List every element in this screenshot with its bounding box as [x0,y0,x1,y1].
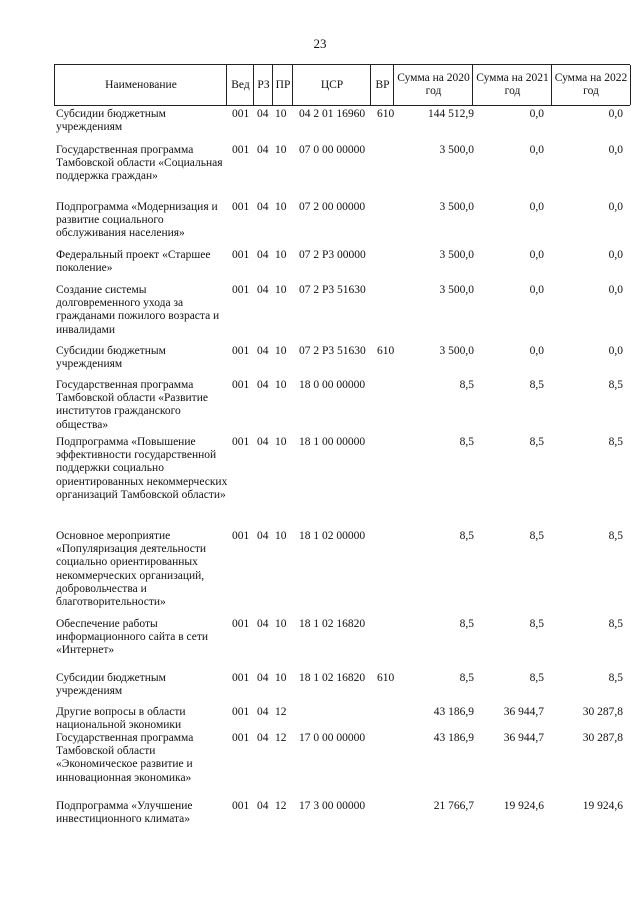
row-sum-2020: 8,5 [459,379,474,391]
row-rz: 04 [257,144,269,156]
row-rz: 04 [257,284,269,296]
row-sum-2021: 0,0 [529,144,544,156]
row-name: Подпрограмма «Повышение эффективности государственной поддержки социально ориентированных некоммерческих организаций Тамбовской области» [56,436,228,501]
row-sum-2022: 19 924,6 [582,800,623,812]
row-pr: 10 [275,345,287,357]
header-sum-2021: Сумма на 2021 год [472,65,552,105]
row-name: Подпрограмма «Модернизация и развитие социального обслуживания населения» [56,201,218,240]
row-pr: 10 [275,436,287,448]
row-vr: 610 [377,345,395,357]
row-name: Государственная программа Тамбовской области «Развитие институтов гражданского общества» [56,379,208,431]
row-pr: 10 [275,249,287,261]
row-sum-2020: 43 186,9 [433,706,474,718]
row-sum-2021: 0,0 [529,249,544,261]
row-csr: 04 2 01 16960 [299,108,366,120]
row-ved: 001 [232,706,250,718]
row-sum-2021: 8,5 [529,436,544,448]
header-vr: ВР [370,65,394,105]
row-name: Субсидии бюджетным учреждениям [56,108,166,134]
row-csr: 07 2 P3 00000 [299,249,366,261]
row-rz: 04 [257,732,269,744]
row-rz: 04 [257,672,269,684]
row-csr: 07 2 P3 51630 [299,345,366,357]
row-sum-2022: 8,5 [608,530,623,542]
row-rz: 04 [257,249,269,261]
row-ved: 001 [232,108,250,120]
row-name: Субсидии бюджетным учреждениям [56,345,166,371]
row-sum-2020: 8,5 [459,530,474,542]
row-sum-2022: 8,5 [608,436,623,448]
row-csr: 17 3 00 00000 [299,800,366,812]
row-pr: 10 [275,108,287,120]
row-name: Государственная программа Тамбовской области «Социальная поддержка граждан» [56,144,223,183]
row-sum-2022: 30 287,8 [582,732,623,744]
row-sum-2021: 0,0 [529,201,544,213]
row-name: Государственная программа Тамбовской области «Экономическое развитие и инновационная экономика» [56,732,194,784]
row-name: Федеральный проект «Старшее поколение» [56,249,211,275]
row-name: Основное мероприятие «Популяризация деятельности социально ориентированных некоммерческих организаций, добровольчества и благотворительности» [56,530,207,609]
row-sum-2020: 3 500,0 [439,144,474,156]
row-sum-2021: 8,5 [529,618,544,630]
row-rz: 04 [257,618,269,630]
page-number: 23 [313,36,327,51]
row-rz: 04 [257,706,269,718]
budget-table [54,64,630,826]
row-rz: 04 [257,800,269,812]
row-sum-2020: 21 766,7 [433,800,474,812]
row-name: Обеспечение работы информационного сайта в сети «Интернет» [56,618,209,657]
row-csr: 18 1 02 16820 [299,618,366,630]
row-rz: 04 [257,345,269,357]
row-sum-2022: 0,0 [608,345,623,357]
row-rz: 04 [257,108,269,120]
row-csr: 18 1 02 00000 [299,530,366,542]
row-ved: 001 [232,732,250,744]
row-ved: 001 [232,379,250,391]
header-rz: РЗ [253,65,273,105]
row-sum-2022: 0,0 [608,201,623,213]
row-sum-2020: 3 500,0 [439,201,474,213]
row-sum-2020: 43 186,9 [433,732,474,744]
row-sum-2022: 8,5 [608,672,623,684]
row-sum-2021: 19 924,6 [503,800,544,812]
row-rz: 04 [257,379,269,391]
row-name: Другие вопросы в области национальной экономики [56,706,186,732]
row-pr: 12 [275,800,287,812]
row-pr: 10 [275,618,287,630]
row-ved: 001 [232,618,250,630]
row-sum-2020: 8,5 [459,618,474,630]
row-csr: 18 0 00 00000 [299,379,366,391]
row-rz: 04 [257,201,269,213]
row-ved: 001 [232,436,250,448]
row-rz: 04 [257,436,269,448]
row-sum-2022: 0,0 [608,144,623,156]
row-pr: 10 [275,144,287,156]
row-ved: 001 [232,672,250,684]
header-pr: ПР [272,65,293,105]
header-ved: Вед [226,65,254,105]
row-sum-2021: 8,5 [529,530,544,542]
row-sum-2020: 3 500,0 [439,345,474,357]
row-pr: 10 [275,379,287,391]
header-name: Наименование [54,65,227,105]
row-csr: 18 1 00 00000 [299,436,366,448]
row-pr: 12 [275,732,287,744]
row-name: Создание системы долговременного ухода за гражданами пожилого возраста и инвалидами [56,284,220,336]
row-sum-2021: 36 944,7 [503,706,544,718]
row-rz: 04 [257,530,269,542]
header-sum-2020: Сумма на 2020 год [393,65,473,105]
row-sum-2020: 8,5 [459,436,474,448]
row-ved: 001 [232,530,250,542]
row-pr: 12 [275,706,287,718]
row-sum-2020: 8,5 [459,672,474,684]
row-sum-2022: 30 287,8 [582,706,623,718]
row-vr: 610 [377,672,395,684]
row-sum-2022: 0,0 [608,284,623,296]
header-csr: ЦСР [292,65,371,105]
row-sum-2020: 3 500,0 [439,284,474,296]
row-ved: 001 [232,800,250,812]
row-ved: 001 [232,284,250,296]
row-ved: 001 [232,345,250,357]
row-sum-2020: 3 500,0 [439,249,474,261]
row-pr: 10 [275,201,287,213]
row-pr: 10 [275,672,287,684]
row-pr: 10 [275,284,287,296]
row-csr: 17 0 00 00000 [299,732,366,744]
row-sum-2021: 0,0 [529,284,544,296]
table-header [54,64,630,106]
row-vr: 610 [377,108,395,120]
row-sum-2022: 0,0 [608,249,623,261]
row-csr: 07 2 00 00000 [299,201,366,213]
row-sum-2021: 36 944,7 [503,732,544,744]
row-ved: 001 [232,249,250,261]
row-pr: 10 [275,530,287,542]
row-name: Подпрограмма «Улучшение инвестиционного климата» [56,800,193,826]
row-csr: 18 1 02 16820 [299,672,366,684]
row-sum-2022: 0,0 [608,108,623,120]
row-name: Субсидии бюджетным учреждениям [56,672,166,698]
header-sum-2022: Сумма на 2022 год [551,65,631,105]
row-sum-2022: 8,5 [608,618,623,630]
row-sum-2021: 8,5 [529,672,544,684]
row-sum-2022: 8,5 [608,379,623,391]
row-ved: 001 [232,201,250,213]
row-csr: 07 0 00 00000 [299,144,366,156]
row-sum-2021: 0,0 [529,108,544,120]
row-csr: 07 2 P3 51630 [299,284,366,296]
row-sum-2020: 144 512,9 [428,108,474,120]
row-ved: 001 [232,144,250,156]
row-sum-2021: 0,0 [529,345,544,357]
row-sum-2021: 8,5 [529,379,544,391]
